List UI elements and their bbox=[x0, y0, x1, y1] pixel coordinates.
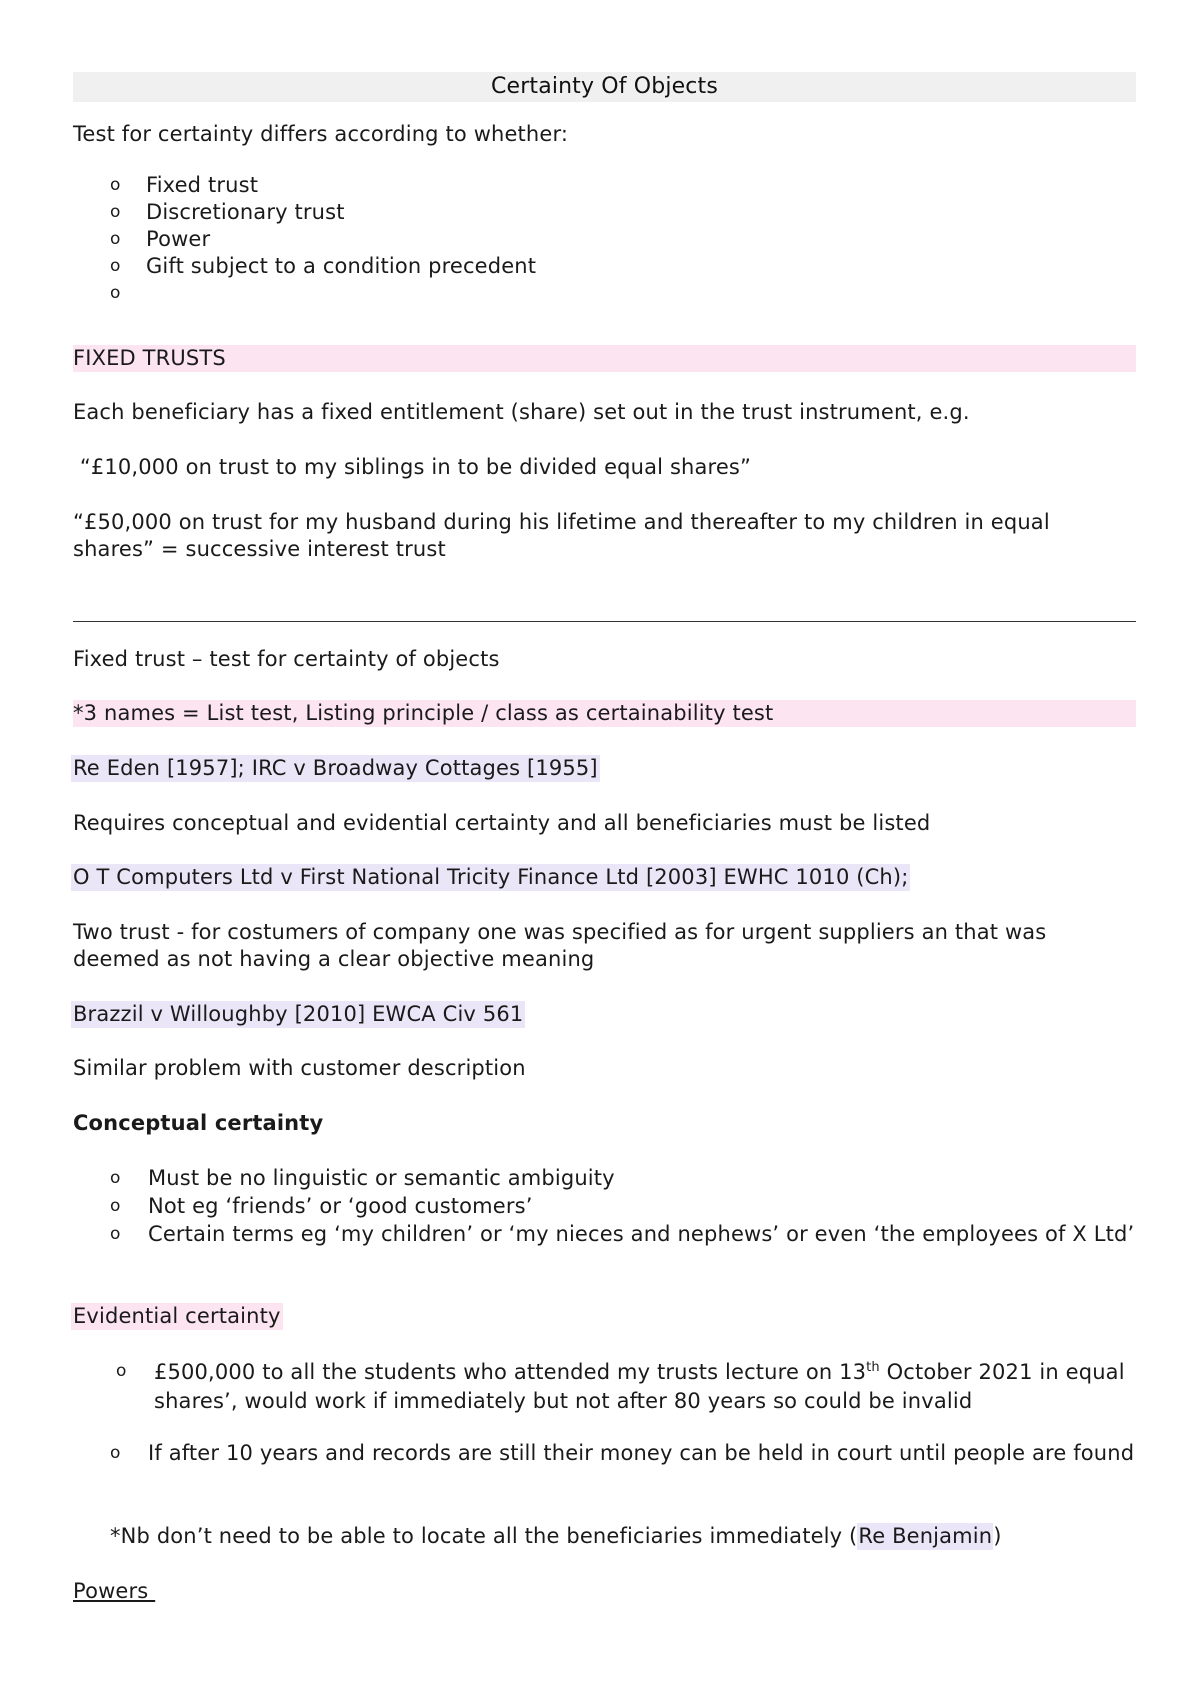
powers-heading: Powers bbox=[73, 1579, 156, 1603]
list-item: o Power bbox=[110, 227, 211, 251]
bullet-glyph: o bbox=[110, 1168, 121, 1188]
bullet-glyph: o bbox=[110, 229, 121, 249]
nb-text: *Nb don’t need to be able to locate all the beneficiaries immediately (Re Benjamin) bbox=[110, 1524, 1002, 1548]
bullet-glyph: o bbox=[116, 1361, 127, 1381]
bullet-glyph: o bbox=[110, 256, 121, 276]
evidential-heading: Evidential certainty bbox=[73, 1304, 281, 1328]
bullet-glyph: o bbox=[110, 283, 121, 303]
example-1: “£10,000 on trust to my siblings in to be divided equal shares” bbox=[73, 455, 752, 479]
trust-types-list bbox=[108, 172, 536, 307]
case-brazzil: Brazzil v Willoughby [2010] EWCA Civ 561 bbox=[73, 1002, 524, 1026]
list-item: o Discretionary trust bbox=[110, 200, 345, 224]
case-eden: Re Eden [1957]; IRC v Broadway Cottages [1955] bbox=[73, 756, 598, 780]
requires-text: Requires conceptual and evidential certainty and all beneficiaries must be listed bbox=[73, 811, 931, 835]
list-item: o Fixed trust bbox=[110, 173, 259, 197]
list-item: o Must be no linguistic or semantic ambiguity bbox=[110, 1166, 615, 1190]
case-ot-computers: O T Computers Ltd v First National Tricity Finance Ltd [2003] EWHC 1010 (Ch); bbox=[73, 865, 909, 889]
bullet-glyph: o bbox=[110, 1224, 121, 1244]
list-item: o If after 10 years and records are still their money can be held in court until people are found bbox=[110, 1441, 1135, 1465]
list-test-text: *3 names = List test, Listing principle / class as certainability test bbox=[73, 701, 774, 725]
list-item bbox=[108, 280, 536, 307]
two-trust-text: Two trust - for costumers of company one was specified as for urgent suppliers an that was deemed as not having a clear objective meaning bbox=[73, 920, 1047, 971]
case-re-benjamin: Re Benjamin bbox=[858, 1524, 993, 1548]
list-item: o Not eg ‘friends’ or ‘good customers’ bbox=[110, 1194, 533, 1218]
intro-text: Test for certainty differs according to whether: bbox=[73, 122, 569, 146]
horizontal-divider bbox=[73, 621, 1136, 622]
bullet-glyph: o bbox=[110, 1196, 121, 1216]
fixed-desc: Each beneficiary has a fixed entitlement (share) set out in the trust instrument, e.g. bbox=[73, 400, 970, 424]
conceptual-heading: Conceptual certainty bbox=[73, 1111, 324, 1135]
bullet-glyph: o bbox=[110, 1443, 121, 1463]
fixed-trusts-heading: FIXED TRUSTS bbox=[73, 346, 226, 370]
list-item: o Certain terms eg ‘my children’ or ‘my nieces and nephews’ or even ‘the employees of X Ltd’ bbox=[110, 1222, 1135, 1246]
bullet-glyph: o bbox=[110, 175, 121, 195]
list-item: o Gift subject to a condition precedent bbox=[110, 254, 537, 278]
example-2: “£50,000 on trust for my husband during his lifetime and thereafter to my children in equal shares” = successive interest trust bbox=[73, 510, 1050, 561]
list-item: o £500,000 to all the students who attended my trusts lecture on 13th October 2021 in equal shares’, would work if immediately but not after 80 years so could be invalid bbox=[116, 1360, 1125, 1413]
bullet-glyph: o bbox=[110, 202, 121, 222]
page-title: Certainty Of Objects bbox=[491, 74, 718, 99]
fixed-test-heading: Fixed trust – test for certainty of objects bbox=[73, 647, 500, 671]
similar-text: Similar problem with customer description bbox=[73, 1056, 526, 1080]
